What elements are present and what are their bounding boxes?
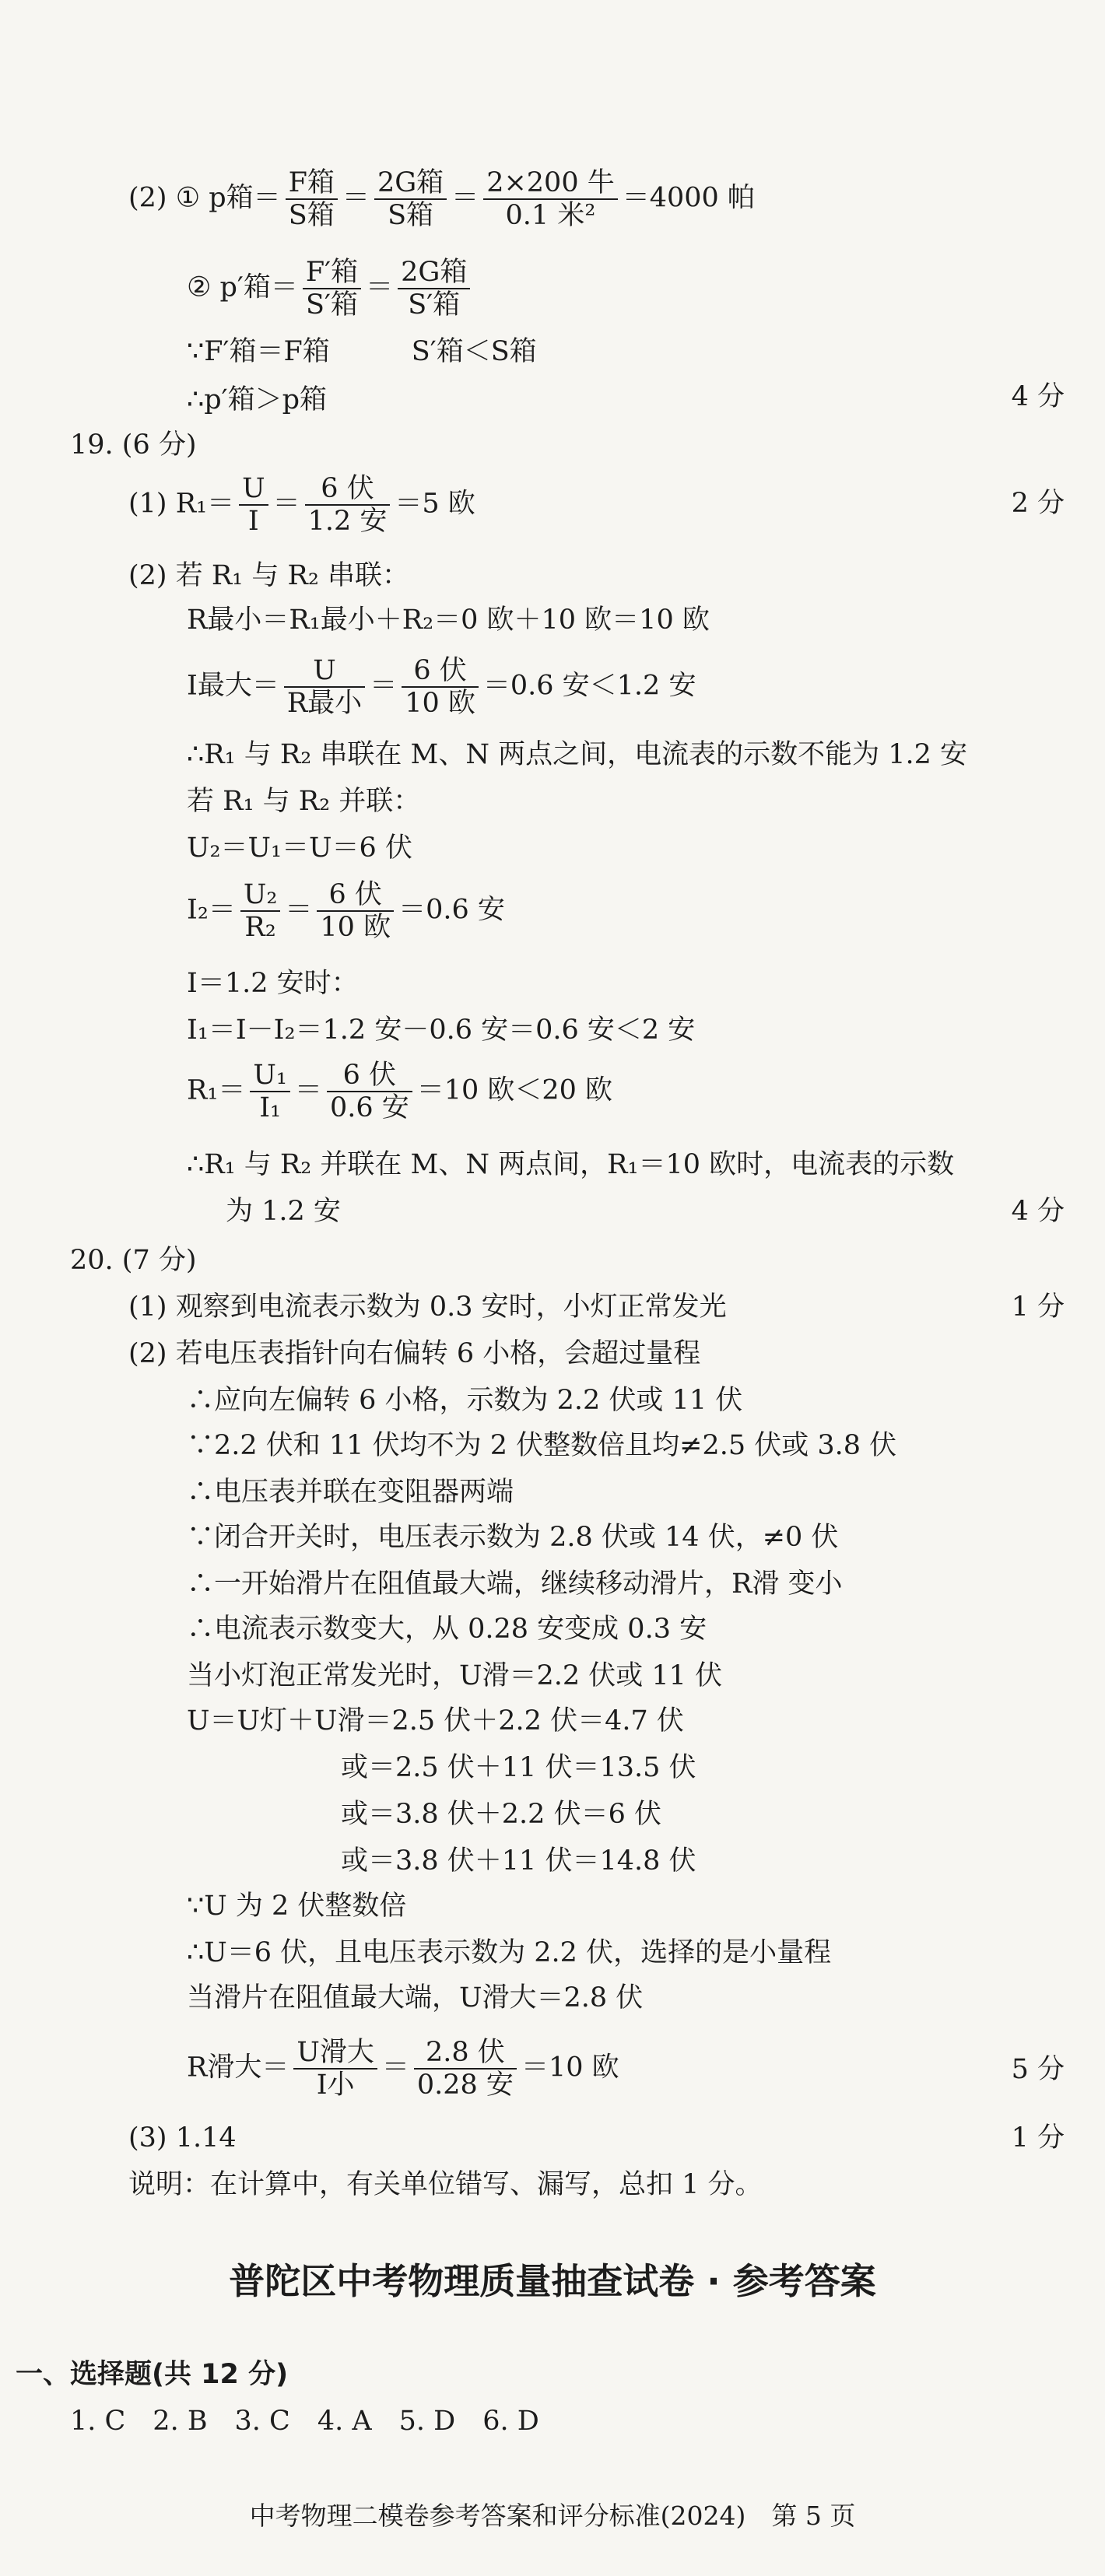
page-footer: 中考物理二模卷参考答案和评分标准(2024) 第 5 页	[249, 2501, 856, 2531]
q20-line-8: ∴电流表示数变大，从 0.28 安变成 0.3 安	[187, 1614, 707, 1645]
q20-line-18: (3) 1.14	[128, 2122, 237, 2154]
q18-line-4: ∴p′箱＞p箱	[187, 384, 328, 415]
section-title: 普陀区中考物理质量抽查试卷 · 参考答案	[229, 2260, 876, 2302]
fraction: $\frac{\text{U₂}}{\text{R₂}}$	[240, 879, 281, 943]
q19-line-3: R最小＝R₁最小＋R₂＝0 欧＋10 欧＝10 欧	[187, 605, 710, 636]
q20-line-7: ∴一开始滑片在阻值最大端，继续移动滑片，R滑 变小	[187, 1568, 843, 1600]
fraction: 2.8 伏 0.28 安	[414, 2037, 517, 2101]
multiple-choice-answers: 1. C 2. B 3. C 4. A 5. D 6. D	[70, 2406, 539, 2437]
q19-heading: 19. (6 分)	[70, 429, 197, 461]
q20-line-3: ∴应向左偏转 6 小格，示数为 2.2 伏或 11 伏	[187, 1385, 743, 1416]
fraction: U滑大 I小	[293, 2037, 377, 2101]
formula-lhs: (2) ① p箱＝	[128, 182, 281, 214]
q20-line-13: 或＝3.8 伏＋11 伏＝14.8 伏	[341, 1845, 696, 1877]
q19-formula-4: I最大＝ U R最小 ＝ 6 伏 10 欧 ＝0.6 安＜1.2 安	[187, 655, 696, 719]
q19-score-1: 2 分	[1011, 488, 1065, 519]
q19-line-6: 若 R₁ 与 R₂ 并联：	[187, 786, 421, 817]
q19-line-10: I₁＝I－I₂＝1.2 安－0.6 安＝0.6 安＜2 安	[187, 1015, 696, 1046]
fraction: F箱 S箱	[286, 167, 338, 231]
q19-line-9: I＝1.2 安时：	[187, 968, 359, 999]
q19-line-12: ∴R₁ 与 R₂ 并联在 M、N 两点间，R₁＝10 欧时，电流表的示数	[187, 1149, 955, 1180]
q19-formula-11: R₁＝ $\frac{\text{U₁}}{\text{I₁}}$ ＝ 6 伏 0.6 安 ＝10 欧＜20 欧	[187, 1060, 613, 1123]
fraction: 6 伏 1.2 安	[305, 473, 391, 537]
q20-line-14: ∵U 为 2 伏整数倍	[187, 1891, 407, 1922]
fraction: $\frac{U}{I}$	[239, 473, 268, 537]
q19-line-5: ∴R₁ 与 R₂ 串联在 M、N 两点之间，电流表的示数不能为 1.2 安	[187, 739, 968, 770]
fraction: U R最小	[284, 655, 365, 719]
q18-line-3: ∵F′箱＝F箱 S′箱＜S箱	[187, 336, 537, 367]
section-heading: 一、选择题(共 12 分)	[16, 2359, 289, 2390]
q20-heading: 20. (7 分)	[70, 1245, 197, 1276]
q20-line-12: 或＝3.8 伏＋2.2 伏＝6 伏	[341, 1799, 661, 1830]
q20-score-2: 5 分	[1011, 2054, 1065, 2085]
q20-score-3: 1 分	[1011, 2122, 1065, 2154]
q19-line-2: (2) 若 R₁ 与 R₂ 串联：	[128, 560, 409, 591]
q20-line-11: 或＝2.5 伏＋11 伏＝13.5 伏	[341, 1752, 696, 1783]
q20-line-1: (1) 观察到电流表示数为 0.3 安时，小灯正常发光	[128, 1292, 727, 1323]
q20-line-10: U＝U灯＋U滑＝2.5 伏＋2.2 伏＝4.7 伏	[187, 1705, 684, 1737]
fraction: $\frac{\text{U₁}}{\text{I₁}}$	[250, 1060, 290, 1123]
fraction: 2G箱 S′箱	[398, 257, 470, 321]
q19-formula-8: I₂＝ $\frac{\text{U₂}}{\text{R₂}}$ ＝ 6 伏 10 欧 ＝0.6 安	[187, 879, 505, 943]
fraction: 2G箱 S箱	[374, 167, 447, 231]
q18-formula-2: ② p′箱＝ F′箱 S′箱 ＝ 2G箱 S′箱	[187, 257, 475, 321]
q19-formula-1: (1) R₁＝ $\frac{U}{I}$ ＝ 6 伏 1.2 安 ＝5 欧	[128, 473, 475, 537]
q18-score: 4 分	[1011, 381, 1065, 412]
q20-line-5: ∴电压表并联在变阻器两端	[187, 1477, 514, 1508]
fraction: 6 伏 10 欧	[402, 655, 479, 719]
fraction: 2×200 牛 0.1 米²	[483, 167, 618, 231]
q19-score-2: 4 分	[1011, 1196, 1065, 1227]
fraction: F′箱 S′箱	[303, 257, 361, 321]
q20-line-15: ∴U＝6 伏，且电压表示数为 2.2 伏，选择的是小量程	[187, 1937, 832, 1968]
q19-line-13: 为 1.2 安	[226, 1196, 341, 1227]
q20-line-16: 当滑片在阻值最大端，U滑大＝2.8 伏	[187, 1982, 644, 2013]
q18-formula-1: (2) ① p箱＝ F箱 S箱 ＝ 2G箱 S箱 ＝ 2×200 牛 0.1 米² ＝4000 帕	[128, 167, 755, 231]
q20-line-4: ∵2.2 伏和 11 伏均不为 2 伏整数倍且均≠2.5 伏或 3.8 伏	[187, 1430, 897, 1461]
fraction: 6 伏 10 欧	[317, 879, 394, 943]
q20-formula-17: R滑大＝ U滑大 I小 ＝ 2.8 伏 0.28 安 ＝10 欧	[187, 2037, 619, 2101]
q20-note: 说明：在计算中，有关单位错写、漏写，总扣 1 分。	[128, 2169, 763, 2200]
q19-line-7: U₂＝U₁＝U＝6 伏	[187, 832, 412, 864]
q20-line-6: ∵闭合开关时，电压表示数为 2.8 伏或 14 伏，≠0 伏	[187, 1522, 839, 1553]
q20-score-1: 1 分	[1011, 1292, 1065, 1323]
q20-line-2: (2) 若电压表指针向右偏转 6 小格，会超过量程	[128, 1338, 701, 1369]
fraction: 6 伏 0.6 安	[327, 1060, 412, 1123]
q20-line-9: 当小灯泡正常发光时，U滑＝2.2 伏或 11 伏	[187, 1660, 723, 1691]
